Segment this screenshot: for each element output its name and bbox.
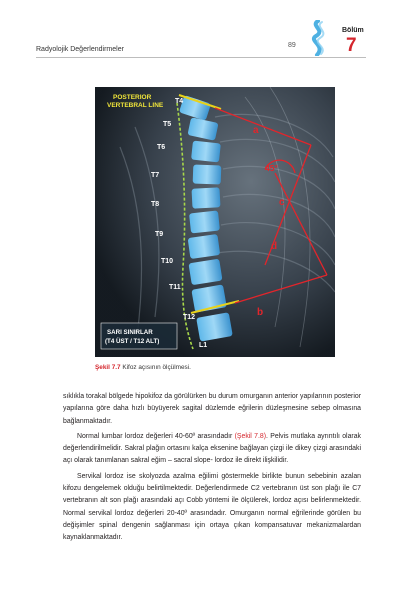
vertebra-label-t12: T12 [183, 314, 196, 321]
vertebra-label-t8: T8 [151, 201, 160, 208]
angle-label-c: c [279, 197, 285, 208]
paragraph-3: Servikal lordoz ise skolyozda azalma eğilimi göstermekle birlikte bunun sebebinin azalan kifozu dengelemek olduğu belirtilmektedir. Değerlendirmede C2 vertebranın üst son plağı ile C7 vertebranın alt son plağı arasındaki açı Cobb yöntemi ile ölçülerek, lordoz açısı belirlenmektedir. Normal servikal lordoz değerleri 20-40º arasındadır. Omurganın normal eğrilerinde görülen bu değişimler spinal dengenin sağlanması için ortaya çıkan kompansatuvar mekanizmalardan kaynaklanmaktadır. [63, 472, 361, 542]
paragraph-2 [63, 431, 361, 468]
figure-caption-ref: Şekil 7.7 [95, 364, 121, 371]
figure-ref-7-8: (Şekil 7.8) [234, 432, 267, 440]
endplate-box-line-1: SARI SINIRLAR [107, 329, 153, 336]
endplate-info-box [101, 323, 177, 349]
paragraph-2-end: . Pelvis mutlaka ayrıntılı olarak değerlendirilmelidir. Sakral plağın ortasını kalça eksenine bağlayan çizgi ile dikey çizgi arasındaki açı olarak tanımlanan sakral eğim – sacral slope- lordoz ile direkt ilişkilidir. [63, 432, 361, 465]
paragraph-1: sıklıkla torakal bölgede hipokifoz da görülürken bu durum omurganın anterior yapılarının posterior yapılarına göre daha hızlı büyüyerek sagital düzlemde eğrilerin düzleşmesine sebep olmasına bağlanmaktadır. [63, 393, 361, 425]
vertebra-label-t4: T4 [175, 98, 184, 105]
vertebra-label-t5: T5 [163, 121, 172, 128]
vertebra-label-t9: T9 [155, 231, 164, 238]
figure-caption [95, 364, 191, 371]
kyphosis-xray-figure [95, 87, 335, 357]
vertebra-label-t10: T10 [161, 258, 174, 265]
vertebra-label-l1: L1 [199, 342, 208, 349]
angle-value-label: 45° [265, 163, 278, 173]
paragraph-2-start: Normal lumbar lordoz değerleri 40-60º arasındadır [77, 432, 235, 440]
page-number: 89 [288, 42, 296, 49]
header-rule [36, 57, 366, 58]
spine-logo-icon [304, 20, 332, 56]
running-header-title: Radyolojik Değerlendirmeler [36, 46, 124, 53]
body-text [63, 391, 361, 548]
chapter-number: 7 [346, 35, 357, 56]
chapter-label: Bölüm [342, 27, 364, 34]
posterior-label-1: POSTERIOR [113, 94, 152, 101]
angle-label-d: d [271, 241, 278, 252]
figure-caption-text: Kifoz açısının ölçülmesi. [120, 364, 191, 371]
angle-label-b: b [257, 307, 264, 318]
posterior-label-2: VERTEBRAL LINE [107, 102, 164, 109]
angle-label-a: a [253, 125, 259, 136]
vertebra-label-t7: T7 [151, 172, 160, 179]
vertebra-label-t6: T6 [157, 144, 166, 151]
vertebra-label-t11: T11 [169, 284, 181, 291]
endplate-box-line-2: (T4 ÜST / T12 ALT) [105, 338, 160, 345]
